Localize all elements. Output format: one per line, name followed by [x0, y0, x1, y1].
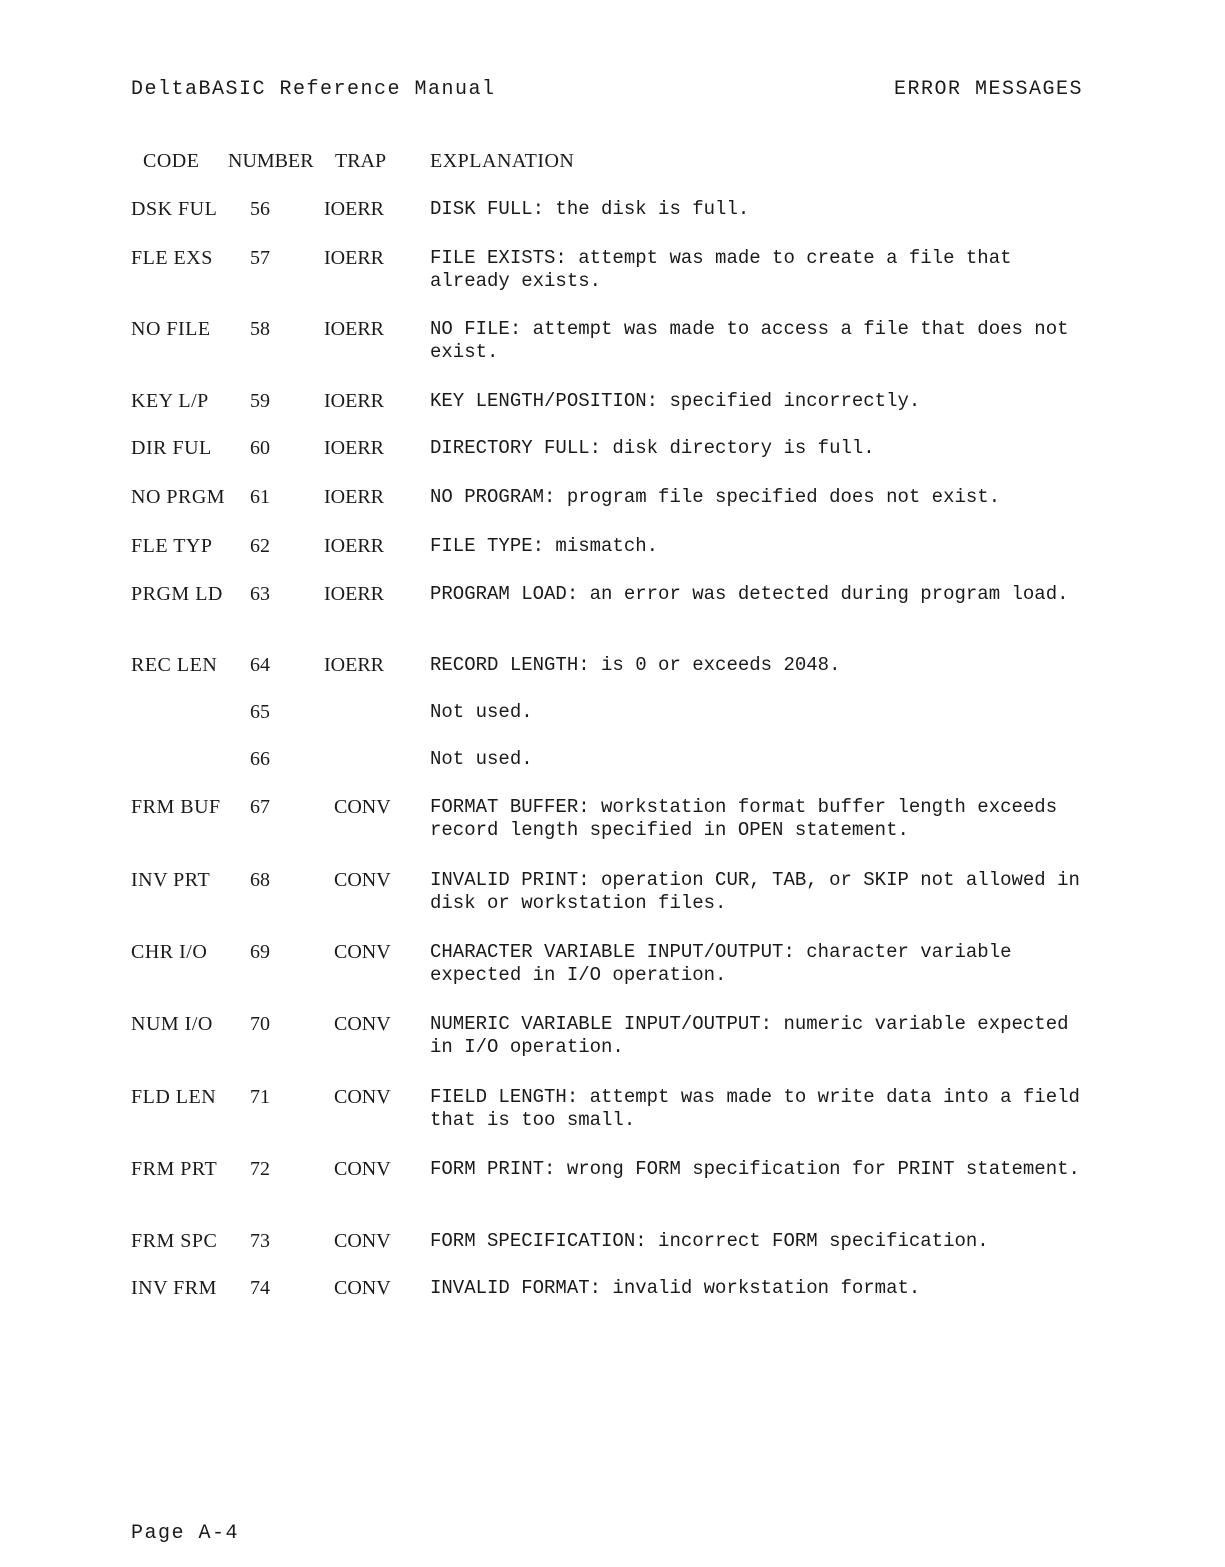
error-explanation: CHARACTER VARIABLE INPUT/OUTPUT: character variable expected in I/O operation. [430, 941, 1012, 986]
error-explanation: FORM PRINT: wrong FORM specification for PRINT statement. [430, 1158, 1080, 1180]
error-number: 62 [250, 535, 270, 557]
error-trap: IOERR [324, 535, 384, 557]
error-code: NO PRGM [131, 486, 226, 508]
header-code: CODE [143, 150, 200, 172]
error-number: 65 [250, 701, 270, 723]
error-trap: CONV [334, 1277, 391, 1299]
error-trap: IOERR [324, 247, 384, 269]
error-code: NO FILE [131, 318, 211, 340]
error-number: 67 [250, 796, 270, 818]
error-number: 59 [250, 390, 270, 412]
error-number: 58 [250, 318, 270, 340]
error-trap: IOERR [324, 390, 384, 412]
error-explanation: KEY LENGTH/POSITION: specified incorrectly. [430, 390, 921, 412]
error-number: 63 [250, 583, 270, 605]
error-code: FLE TYP [131, 535, 213, 557]
error-number: 73 [250, 1230, 270, 1252]
manual-title: DeltaBASIC Reference Manual [131, 78, 496, 101]
error-explanation: NUMERIC VARIABLE INPUT/OUTPUT: numeric variable expected in I/O operation. [430, 1013, 1069, 1058]
error-explanation: DIRECTORY FULL: disk directory is full. [430, 437, 875, 459]
error-code: DIR FUL [131, 437, 212, 459]
error-explanation: Not used. [430, 748, 533, 770]
error-trap: CONV [334, 1158, 391, 1180]
error-explanation: NO PROGRAM: program file specified does not exist. [430, 486, 1001, 508]
section-title: ERROR MESSAGES [893, 78, 1083, 101]
error-explanation: FORM SPECIFICATION: incorrect FORM specification. [430, 1230, 989, 1252]
error-explanation: PROGRAM LOAD: an error was detected during program load. [430, 583, 1069, 605]
error-code: FLD LEN [131, 1086, 217, 1108]
error-number: 60 [250, 437, 270, 459]
error-number: 70 [250, 1013, 270, 1035]
error-number: 61 [250, 486, 270, 508]
page-number: Page A-4 [131, 1522, 240, 1545]
error-code: DSK FUL [131, 198, 218, 220]
error-explanation: FORMAT BUFFER: workstation format buffer length exceeds record length specified in OPEN statement. [430, 796, 1058, 841]
error-code: CHR I/O [131, 941, 208, 963]
error-trap: CONV [334, 796, 391, 818]
error-code: REC LEN [131, 654, 218, 676]
error-number: 66 [250, 748, 270, 770]
header-explanation: EXPLANATION [430, 150, 575, 172]
error-number: 72 [250, 1158, 270, 1180]
error-number: 57 [250, 247, 270, 269]
error-number: 74 [250, 1277, 270, 1299]
error-trap: IOERR [324, 654, 384, 676]
error-explanation: FILE TYPE: mismatch. [430, 535, 659, 557]
error-trap: CONV [334, 1230, 391, 1252]
error-trap: IOERR [324, 437, 384, 459]
error-number: 56 [250, 198, 270, 220]
error-number: 69 [250, 941, 270, 963]
error-explanation: FIELD LENGTH: attempt was made to write data into a field that is too small. [430, 1086, 1080, 1131]
error-trap: IOERR [324, 198, 384, 220]
header-number: NUMBER [228, 150, 314, 172]
error-code: INV PRT [131, 869, 211, 891]
error-trap: IOERR [324, 583, 384, 605]
error-trap: CONV [334, 869, 391, 891]
error-explanation: DISK FULL: the disk is full. [430, 198, 750, 220]
error-code: FRM PRT [131, 1158, 218, 1180]
error-code: INV FRM [131, 1277, 217, 1299]
error-number: 64 [250, 654, 270, 676]
error-code: FRM BUF [131, 796, 221, 818]
error-trap: IOERR [324, 486, 384, 508]
error-code: PRGM LD [131, 583, 223, 605]
error-explanation: NO FILE: attempt was made to access a file that does not exist. [430, 318, 1069, 363]
error-trap: CONV [334, 1013, 391, 1035]
error-explanation: Not used. [430, 701, 533, 723]
error-trap: CONV [334, 941, 391, 963]
error-number: 68 [250, 869, 270, 891]
error-explanation: INVALID PRINT: operation CUR, TAB, or SKIP not allowed in disk or workstation files. [430, 869, 1080, 914]
error-code: NUM I/O [131, 1013, 213, 1035]
error-explanation: FILE EXISTS: attempt was made to create a file that already exists. [430, 247, 1012, 292]
error-number: 71 [250, 1086, 270, 1108]
error-explanation: RECORD LENGTH: is 0 or exceeds 2048. [430, 654, 841, 676]
error-code: KEY L/P [131, 390, 209, 412]
error-code: FLE EXS [131, 247, 213, 269]
error-trap: IOERR [324, 318, 384, 340]
header-trap: TRAP [335, 150, 387, 172]
error-explanation: INVALID FORMAT: invalid workstation format. [430, 1277, 921, 1299]
error-code: FRM SPC [131, 1230, 218, 1252]
error-trap: CONV [334, 1086, 391, 1108]
